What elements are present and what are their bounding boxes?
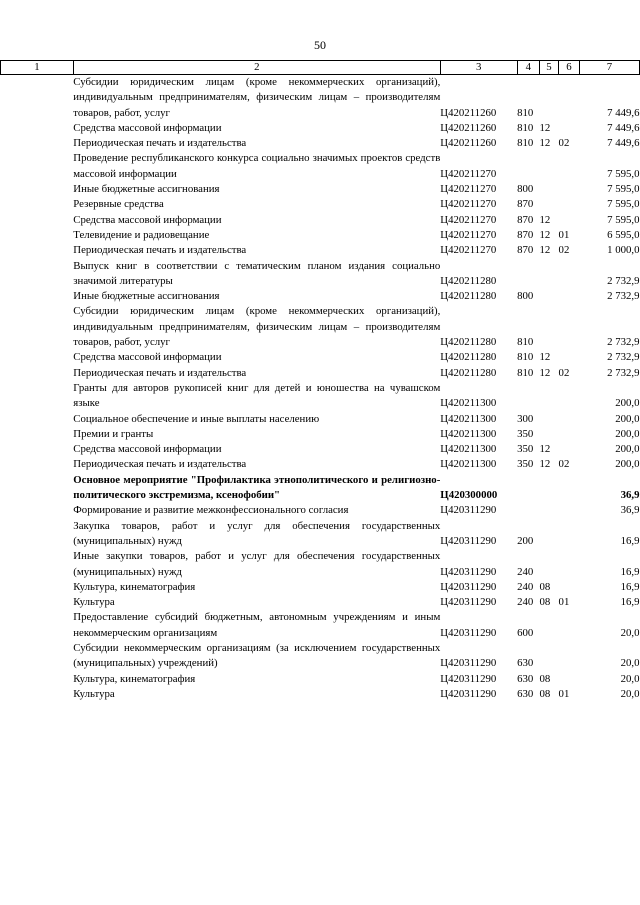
row-name-cell: Иные бюджетные ассигнования [73, 290, 220, 303]
column-header-3: 3 [440, 61, 517, 75]
row-name-cell: Культура [73, 596, 115, 609]
table-row [1, 473, 640, 504]
row-subsection-cell [559, 549, 580, 580]
row-subsection-cell [559, 580, 580, 595]
row-code-cell: Ц420311290 [440, 534, 497, 547]
row-section-cell [539, 151, 558, 182]
row-section-cell [539, 412, 558, 427]
row-amount-cell: 16,9 [620, 580, 640, 593]
row-section-cell: 12 [539, 458, 551, 471]
table-row [1, 197, 640, 212]
row-subsection-cell [559, 412, 580, 427]
row-section-cell: 12 [539, 244, 551, 257]
table-row [1, 381, 640, 412]
row-name-cell: Культура, кинематография [73, 672, 196, 685]
row-amount-cell: 200,0 [615, 412, 640, 425]
table-row [1, 136, 640, 151]
row-spacer-cell [1, 75, 74, 121]
row-name-cell: Телевидение и радиовещание [73, 228, 210, 241]
column-header-2: 2 [73, 61, 440, 75]
table-row [1, 580, 640, 595]
row-section-cell [539, 427, 558, 442]
table-row [1, 350, 640, 365]
row-spacer-cell [1, 259, 74, 290]
row-section-cell [539, 182, 558, 197]
row-code-cell: Ц420211280 [440, 336, 497, 349]
row-code-cell: Ц420300000 [440, 489, 498, 502]
table-row [1, 427, 640, 442]
row-expense-type-cell: 240 [517, 565, 534, 578]
row-name-cell: Проведение республиканского конкурса социально значимых проектов средств массовой информации [73, 152, 441, 180]
row-name-cell: Средства массовой информации [73, 213, 222, 226]
row-amount-cell: 200,0 [615, 397, 640, 410]
table-row [1, 366, 640, 381]
row-expense-type-cell [517, 503, 539, 518]
column-header-1: 1 [1, 61, 74, 75]
row-subsection-cell [559, 121, 580, 136]
row-name-cell: Иные бюджетные ассигнования [73, 183, 220, 196]
table-row [1, 549, 640, 580]
table-row [1, 687, 640, 702]
row-amount-cell: 7 595,0 [607, 213, 640, 226]
row-subsection-cell [559, 473, 580, 504]
row-code-cell: Ц420211260 [440, 106, 497, 119]
row-amount-cell: 36,9 [620, 504, 640, 517]
row-subsection-cell [559, 182, 580, 197]
row-name-cell: Средства массовой информации [73, 351, 222, 364]
budget-table [0, 60, 640, 702]
row-spacer-cell [1, 213, 74, 228]
row-subsection-cell [559, 350, 580, 365]
row-amount-cell: 200,0 [615, 427, 640, 440]
row-name-cell: Субсидии юридическим лицам (кроме некоммерческих организаций), индивидуальным предпринимателям, физическим лицам – производителям товаров, работ, услуг [73, 305, 441, 349]
row-section-cell [539, 75, 558, 121]
row-name-cell: Периодическая печать и издательства [73, 458, 247, 471]
row-section-cell: 08 [539, 672, 551, 685]
column-header-5: 5 [539, 61, 558, 75]
row-code-cell: Ц420211280 [440, 274, 497, 287]
row-name-cell: Культура, кинематография [73, 580, 196, 593]
row-spacer-cell [1, 197, 74, 212]
row-subsection-cell [559, 672, 580, 687]
row-code-cell: Ц420311290 [440, 504, 497, 517]
row-expense-type-cell [517, 473, 539, 504]
row-amount-cell: 1 000,0 [607, 244, 640, 257]
row-spacer-cell [1, 228, 74, 243]
table-row [1, 503, 640, 518]
row-amount-cell: 16,9 [620, 596, 640, 609]
row-section-cell [539, 519, 558, 550]
table-row [1, 672, 640, 687]
row-section-cell: 12 [539, 137, 551, 150]
row-expense-type-cell: 800 [517, 183, 534, 196]
row-code-cell: Ц420211300 [440, 412, 497, 425]
row-code-cell: Ц420311290 [440, 626, 497, 639]
row-section-cell [539, 259, 558, 290]
row-section-cell: 12 [539, 121, 551, 134]
row-spacer-cell [1, 595, 74, 610]
row-name-cell: Субсидии некоммерческим организациям (за исключением государственных (муниципальных) учреждений) [73, 641, 441, 670]
row-expense-type-cell: 630 [517, 657, 534, 670]
row-expense-type-cell [517, 381, 539, 412]
row-expense-type-cell [517, 151, 539, 182]
row-name-cell: Периодическая печать и издательства [73, 137, 247, 150]
row-section-cell: 12 [539, 443, 551, 456]
column-header-7: 7 [579, 61, 639, 75]
row-subsection-cell: 02 [558, 366, 570, 379]
row-expense-type-cell: 870 [517, 244, 534, 257]
row-section-cell: 08 [539, 596, 551, 609]
row-expense-type-cell: 810 [517, 351, 534, 364]
row-spacer-cell [1, 473, 74, 504]
row-code-cell: Ц420311290 [440, 657, 497, 670]
table-row [1, 595, 640, 610]
row-subsection-cell [559, 381, 580, 412]
row-spacer-cell [1, 503, 74, 518]
row-subsection-cell [559, 641, 580, 672]
row-subsection-cell: 01 [558, 228, 570, 241]
row-expense-type-cell: 350 [517, 443, 534, 456]
row-code-cell: Ц420211300 [440, 443, 497, 456]
row-name-cell: Субсидии юридическим лицам (кроме некоммерческих организаций), индивидуальным предпринимателям, физическим лицам – производителям товаров, работ, услуг [73, 76, 441, 119]
row-expense-type-cell: 800 [517, 290, 534, 303]
row-section-cell: 08 [539, 580, 551, 593]
row-spacer-cell [1, 457, 74, 472]
row-name-cell: Закупка товаров, работ и услуг для обеспечения государственных (муниципальных) нужд [73, 519, 441, 547]
row-section-cell: 12 [539, 366, 551, 379]
row-section-cell [539, 473, 558, 504]
table-row [1, 182, 640, 197]
row-amount-cell: 16,9 [620, 534, 640, 547]
row-name-cell: Гранты для авторов рукописей книг для детей и юношества на чувашском языке [73, 381, 441, 410]
row-spacer-cell [1, 381, 74, 412]
row-amount-cell: 7 449,6 [607, 121, 640, 134]
row-code-cell: Ц420211270 [440, 228, 497, 241]
row-code-cell: Ц420311290 [440, 596, 497, 609]
row-code-cell: Ц420211260 [440, 137, 497, 150]
row-expense-type-cell [517, 259, 539, 290]
row-subsection-cell [559, 304, 580, 350]
table-row [1, 289, 640, 304]
row-amount-cell: 2 732,9 [607, 366, 640, 379]
row-subsection-cell: 01 [558, 596, 570, 609]
row-section-cell: 12 [539, 351, 551, 364]
table-row [1, 641, 640, 672]
row-spacer-cell [1, 641, 74, 672]
row-expense-type-cell: 810 [517, 106, 534, 119]
row-section-cell: 12 [539, 213, 551, 226]
row-spacer-cell [1, 136, 74, 151]
row-amount-cell: 20,0 [620, 672, 640, 685]
row-spacer-cell [1, 549, 74, 580]
row-expense-type-cell: 810 [517, 121, 534, 134]
row-name-cell: Выпуск книг в соответствии с тематическим планом издания социально значимой литературы [73, 259, 441, 287]
row-expense-type-cell: 350 [517, 427, 534, 440]
row-code-cell: Ц420211270 [440, 213, 497, 226]
row-code-cell: Ц420311290 [440, 565, 497, 578]
row-section-cell [539, 610, 558, 641]
row-amount-cell: 7 595,0 [607, 198, 640, 211]
row-expense-type-cell: 200 [517, 534, 534, 547]
row-amount-cell: 20,0 [620, 687, 640, 700]
row-subsection-cell: 02 [558, 137, 570, 150]
row-code-cell: Ц420211280 [440, 351, 497, 364]
row-subsection-cell [559, 289, 580, 304]
table-row [1, 151, 640, 182]
row-code-cell: Ц420211270 [440, 244, 497, 257]
table-row [1, 412, 640, 427]
table-row [1, 457, 640, 472]
row-spacer-cell [1, 289, 74, 304]
row-section-cell [539, 197, 558, 212]
row-code-cell: Ц420211270 [440, 198, 497, 211]
row-spacer-cell [1, 580, 74, 595]
row-subsection-cell: 01 [558, 687, 570, 700]
row-name-cell: Резервные средства [73, 198, 164, 211]
row-code-cell: Ц420211280 [440, 366, 497, 379]
table-row [1, 213, 640, 228]
row-spacer-cell [1, 304, 74, 350]
table-header-row [1, 61, 640, 75]
table-row [1, 610, 640, 641]
row-spacer-cell [1, 687, 74, 702]
row-amount-cell: 6 595,0 [607, 228, 640, 241]
row-amount-cell: 2 732,9 [607, 290, 640, 303]
table-row [1, 243, 640, 258]
table-row [1, 228, 640, 243]
row-amount-cell: 7 595,0 [607, 183, 640, 196]
row-subsection-cell [559, 213, 580, 228]
row-code-cell: Ц420211280 [440, 290, 497, 303]
row-section-cell [539, 289, 558, 304]
table-body [1, 75, 640, 703]
row-subsection-cell [559, 151, 580, 182]
row-expense-type-cell: 810 [517, 336, 534, 349]
row-code-cell: Ц420211270 [440, 167, 497, 180]
row-name-cell: Предоставление субсидий бюджетным, автономным учреждениям и иным некоммерческим организациям [73, 611, 441, 639]
row-name-cell: Средства массовой информации [73, 443, 222, 456]
row-expense-type-cell: 300 [517, 412, 534, 425]
row-spacer-cell [1, 519, 74, 550]
row-name-cell: Иные закупки товаров, работ и услуг для обеспечения государственных (муниципальных) нужд [73, 550, 441, 578]
row-code-cell: Ц420211260 [440, 121, 497, 134]
row-subsection-cell [559, 75, 580, 121]
row-amount-cell: 7 595,0 [607, 167, 640, 180]
row-expense-type-cell: 240 [517, 580, 534, 593]
row-expense-type-cell: 810 [517, 137, 534, 150]
table-row [1, 519, 640, 550]
row-amount-cell: 20,0 [620, 626, 640, 639]
row-spacer-cell [1, 672, 74, 687]
page-number: 50 [314, 38, 326, 52]
row-subsection-cell [559, 442, 580, 457]
row-amount-cell: 2 732,9 [607, 351, 640, 364]
table-row [1, 442, 640, 457]
row-amount-cell: 36,9 [620, 489, 640, 502]
row-section-cell [539, 549, 558, 580]
row-section-cell: 08 [539, 687, 551, 700]
row-amount-cell: 2 732,9 [607, 336, 640, 349]
row-name-cell: Социальное обеспечение и иные выплаты населению [73, 412, 320, 425]
row-code-cell: Ц420211300 [440, 458, 497, 471]
row-name-cell: Премии и гранты [73, 427, 154, 440]
row-expense-type-cell: 810 [517, 366, 534, 379]
row-spacer-cell [1, 243, 74, 258]
row-code-cell: Ц420211270 [440, 183, 497, 196]
row-code-cell: Ц420211300 [440, 397, 497, 410]
row-expense-type-cell: 350 [517, 458, 534, 471]
row-name-cell: Средства массовой информации [73, 121, 222, 134]
row-expense-type-cell: 630 [517, 687, 534, 700]
table-row [1, 259, 640, 290]
row-subsection-cell [559, 503, 580, 518]
row-section-cell [539, 304, 558, 350]
table-row [1, 75, 640, 121]
row-expense-type-cell: 870 [517, 213, 534, 226]
row-code-cell: Ц420311290 [440, 687, 497, 700]
row-expense-type-cell: 870 [517, 198, 534, 211]
row-expense-type-cell: 630 [517, 672, 534, 685]
row-name-cell: Формирование и развитие межконфессионального согласия [73, 504, 349, 517]
row-name-cell: Периодическая печать и издательства [73, 366, 247, 379]
row-section-cell [539, 381, 558, 412]
row-section-cell: 12 [539, 228, 551, 241]
row-amount-cell: 200,0 [615, 443, 640, 456]
row-amount-cell: 2 732,9 [607, 274, 640, 287]
row-spacer-cell [1, 610, 74, 641]
row-amount-cell: 7 449,6 [607, 106, 640, 119]
row-code-cell: Ц420311290 [440, 580, 497, 593]
row-code-cell: Ц420311290 [440, 672, 497, 685]
row-spacer-cell [1, 121, 74, 136]
row-amount-cell: 20,0 [620, 657, 640, 670]
row-subsection-cell [559, 197, 580, 212]
table-row [1, 121, 640, 136]
row-name-cell: Периодическая печать и издательства [73, 244, 247, 257]
row-spacer-cell [1, 151, 74, 182]
row-spacer-cell [1, 427, 74, 442]
row-amount-cell: 16,9 [620, 565, 640, 578]
row-name-cell: Культура [73, 687, 115, 700]
row-subsection-cell [559, 427, 580, 442]
row-subsection-cell [559, 519, 580, 550]
row-section-cell [539, 503, 558, 518]
column-header-4: 4 [517, 61, 539, 75]
row-subsection-cell: 02 [558, 458, 570, 471]
row-spacer-cell [1, 442, 74, 457]
row-amount-cell: 7 449,6 [607, 137, 640, 150]
row-spacer-cell [1, 182, 74, 197]
row-expense-type-cell: 600 [517, 626, 534, 639]
row-spacer-cell [1, 350, 74, 365]
row-spacer-cell [1, 366, 74, 381]
row-name-cell: Основное мероприятие "Профилактика этнополитического и религиозно-политического экстремизма, ксенофобии" [73, 473, 441, 502]
row-code-cell: Ц420211300 [440, 427, 497, 440]
row-expense-type-cell: 870 [517, 228, 534, 241]
row-expense-type-cell: 240 [517, 596, 534, 609]
row-subsection-cell: 02 [558, 244, 570, 257]
row-spacer-cell [1, 412, 74, 427]
column-header-6: 6 [559, 61, 580, 75]
table-row [1, 304, 640, 350]
row-subsection-cell [559, 259, 580, 290]
row-section-cell [539, 641, 558, 672]
row-amount-cell: 200,0 [615, 458, 640, 471]
row-subsection-cell [559, 610, 580, 641]
